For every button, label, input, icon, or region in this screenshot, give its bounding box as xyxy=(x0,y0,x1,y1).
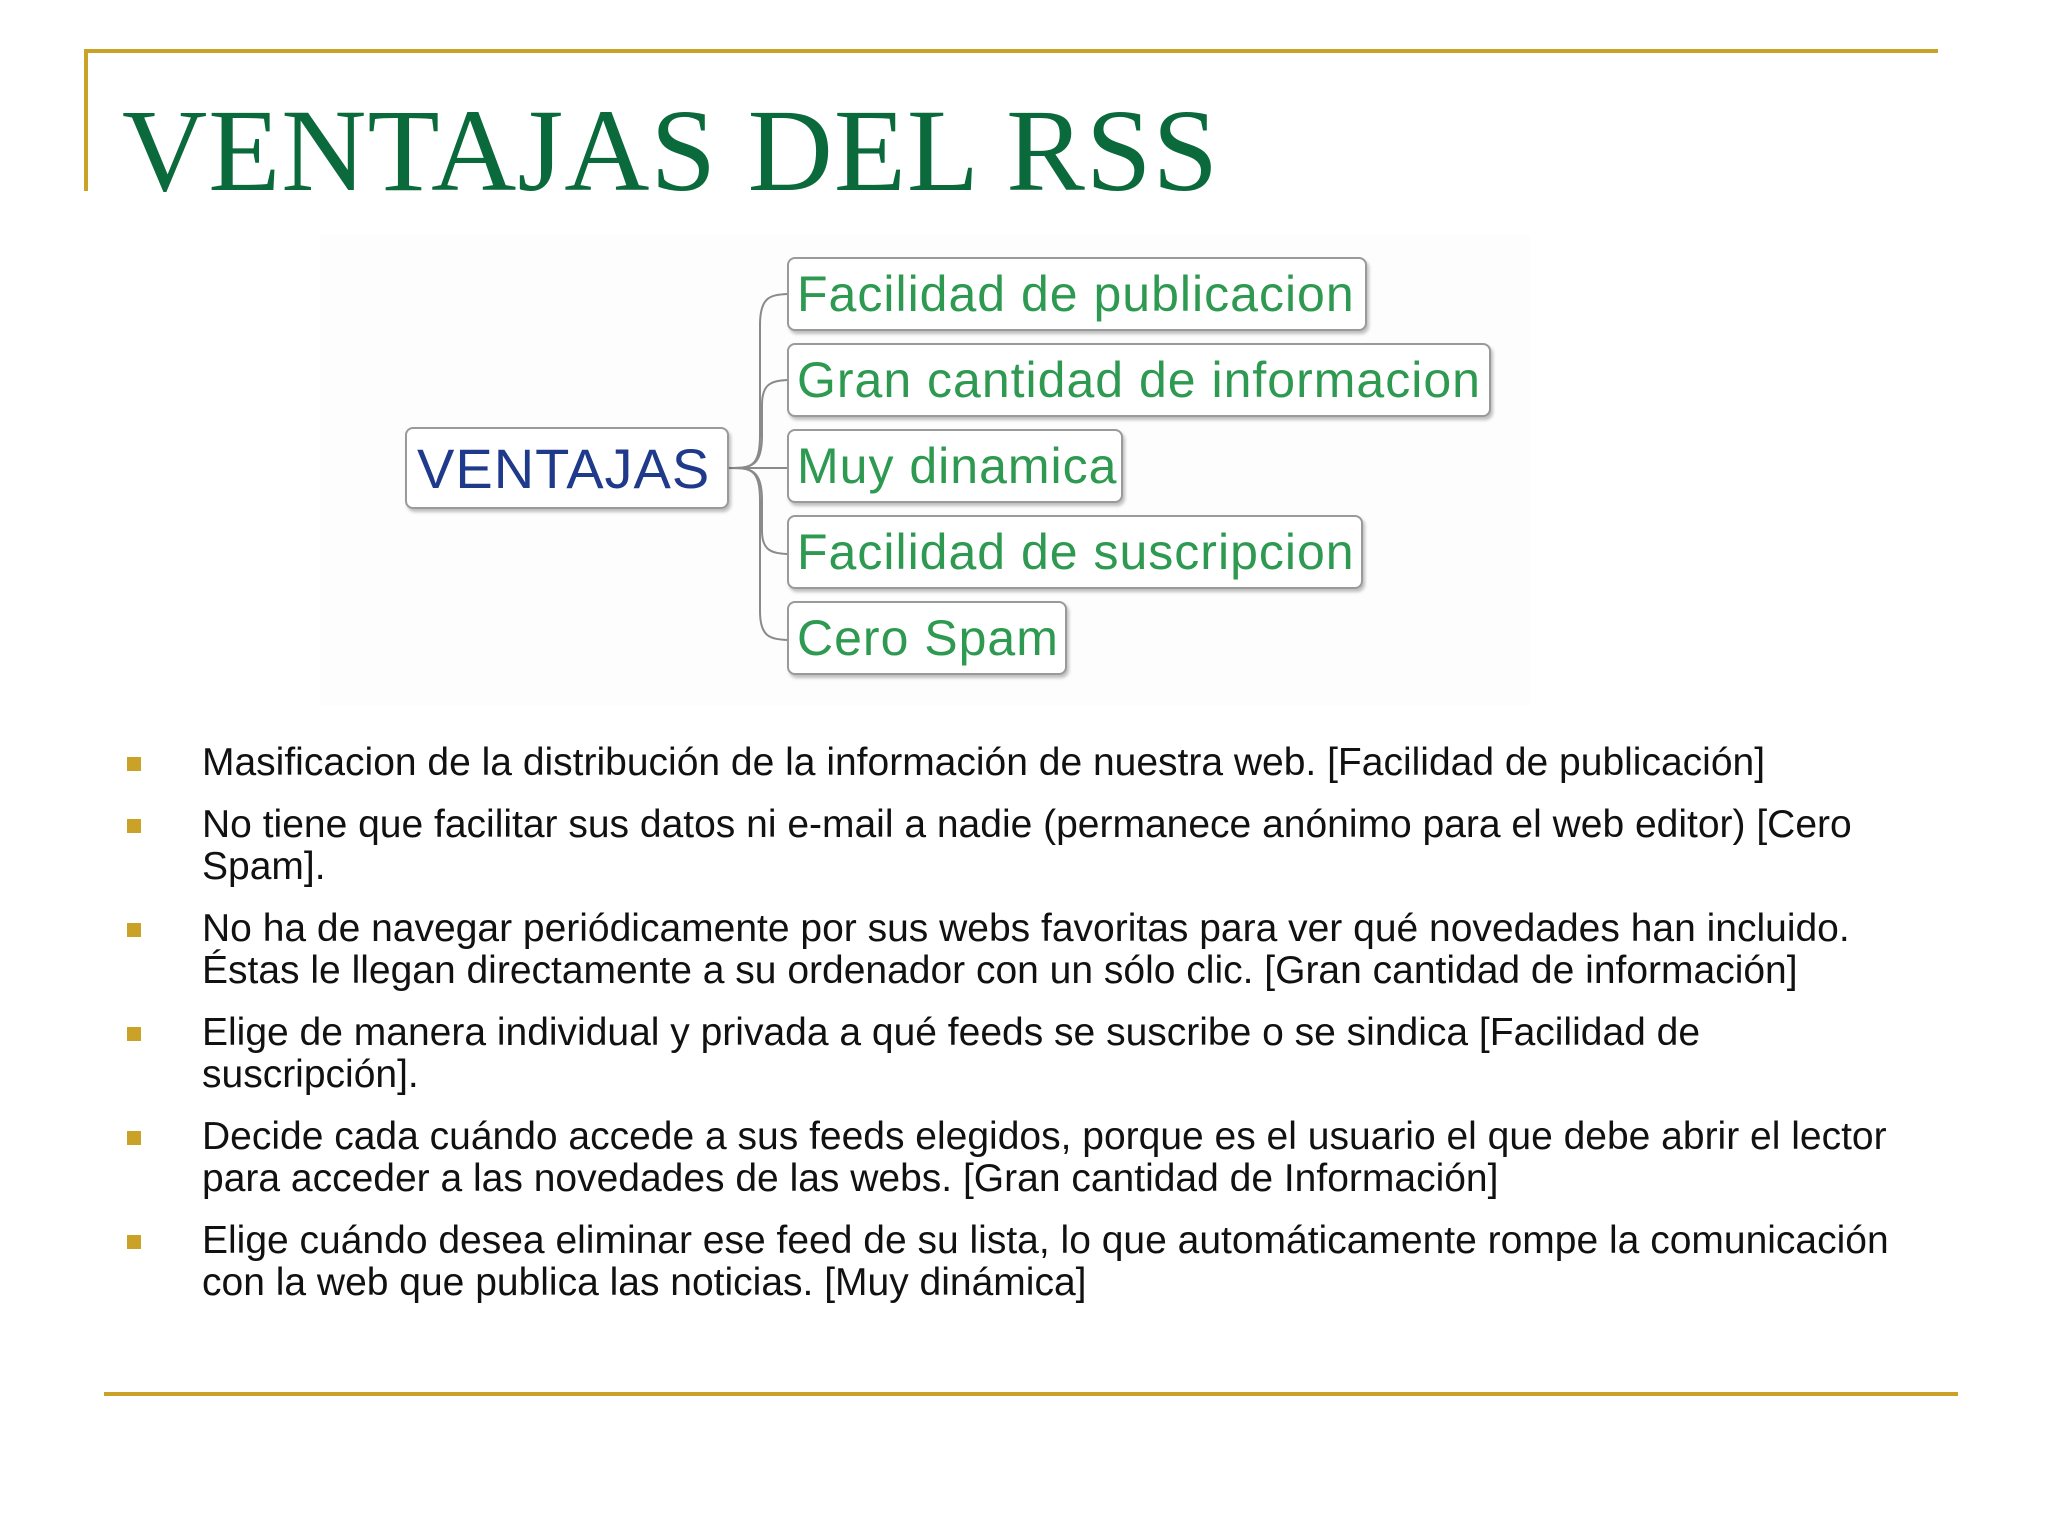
square-bullet-icon xyxy=(127,923,141,937)
bullet-item xyxy=(122,1220,1922,1304)
bullet-text: Decide cada cuándo accede a sus feeds elegidos, porque es el usuario el que debe abrir el lector para acceder a las novedades de las webs. [Gran cantidad de Información] xyxy=(202,1115,1887,1200)
diagram-node-facilidad-suscripcion: Facilidad de suscripcion xyxy=(787,515,1363,589)
diagram-node-gran-cantidad-informacion: Gran cantidad de informacion xyxy=(787,343,1491,417)
bullet-text: No tiene que facilitar sus datos ni e-mail a nadie (permanece anónimo para el web editor) [Cero Spam]. xyxy=(202,803,1852,888)
bullet-text: Elige de manera individual y privada a qué feeds se suscribe o se sindica [Facilidad de suscripción]. xyxy=(202,1011,1701,1096)
diagram-node-cero-spam: Cero Spam xyxy=(787,601,1067,675)
square-bullet-icon xyxy=(127,819,141,833)
bullet-text: Masificacion de la distribución de la información de nuestra web. [Facilidad de publicación] xyxy=(202,741,1766,784)
square-bullet-icon xyxy=(127,757,141,771)
bullet-item xyxy=(122,742,1922,784)
top-border-line xyxy=(84,49,1938,53)
bottom-border-line xyxy=(104,1392,1958,1396)
bullet-item xyxy=(122,908,1922,992)
diagram-node-facilidad-publicacion: Facilidad de publicacion xyxy=(787,257,1367,331)
bullet-item xyxy=(122,1012,1922,1096)
bullet-text: Elige cuándo desea eliminar ese feed de su lista, lo que automáticamente rompe la comunicación con la web que publica las noticias. [Muy dinámica] xyxy=(202,1219,1889,1304)
diagram-root-node: VENTAJAS xyxy=(405,427,729,509)
square-bullet-icon xyxy=(127,1027,141,1041)
square-bullet-icon xyxy=(127,1131,141,1145)
bullet-item xyxy=(122,804,1922,888)
bullet-list xyxy=(122,742,1922,1324)
bullet-item xyxy=(122,1116,1922,1200)
left-border-line xyxy=(84,49,88,191)
diagram-node-muy-dinamica: Muy dinamica xyxy=(787,429,1123,503)
mind-map-diagram xyxy=(320,235,1530,705)
connector-spam xyxy=(729,468,787,640)
slide-title: VENTAJAS DEL RSS xyxy=(122,85,1220,216)
bullet-text: No ha de navegar periódicamente por sus webs favoritas para ver qué novedades han incluido. Éstas le llegan directamente a su ordenador con un sólo clic. [Gran cantidad de información] xyxy=(202,907,1850,992)
square-bullet-icon xyxy=(127,1235,141,1249)
